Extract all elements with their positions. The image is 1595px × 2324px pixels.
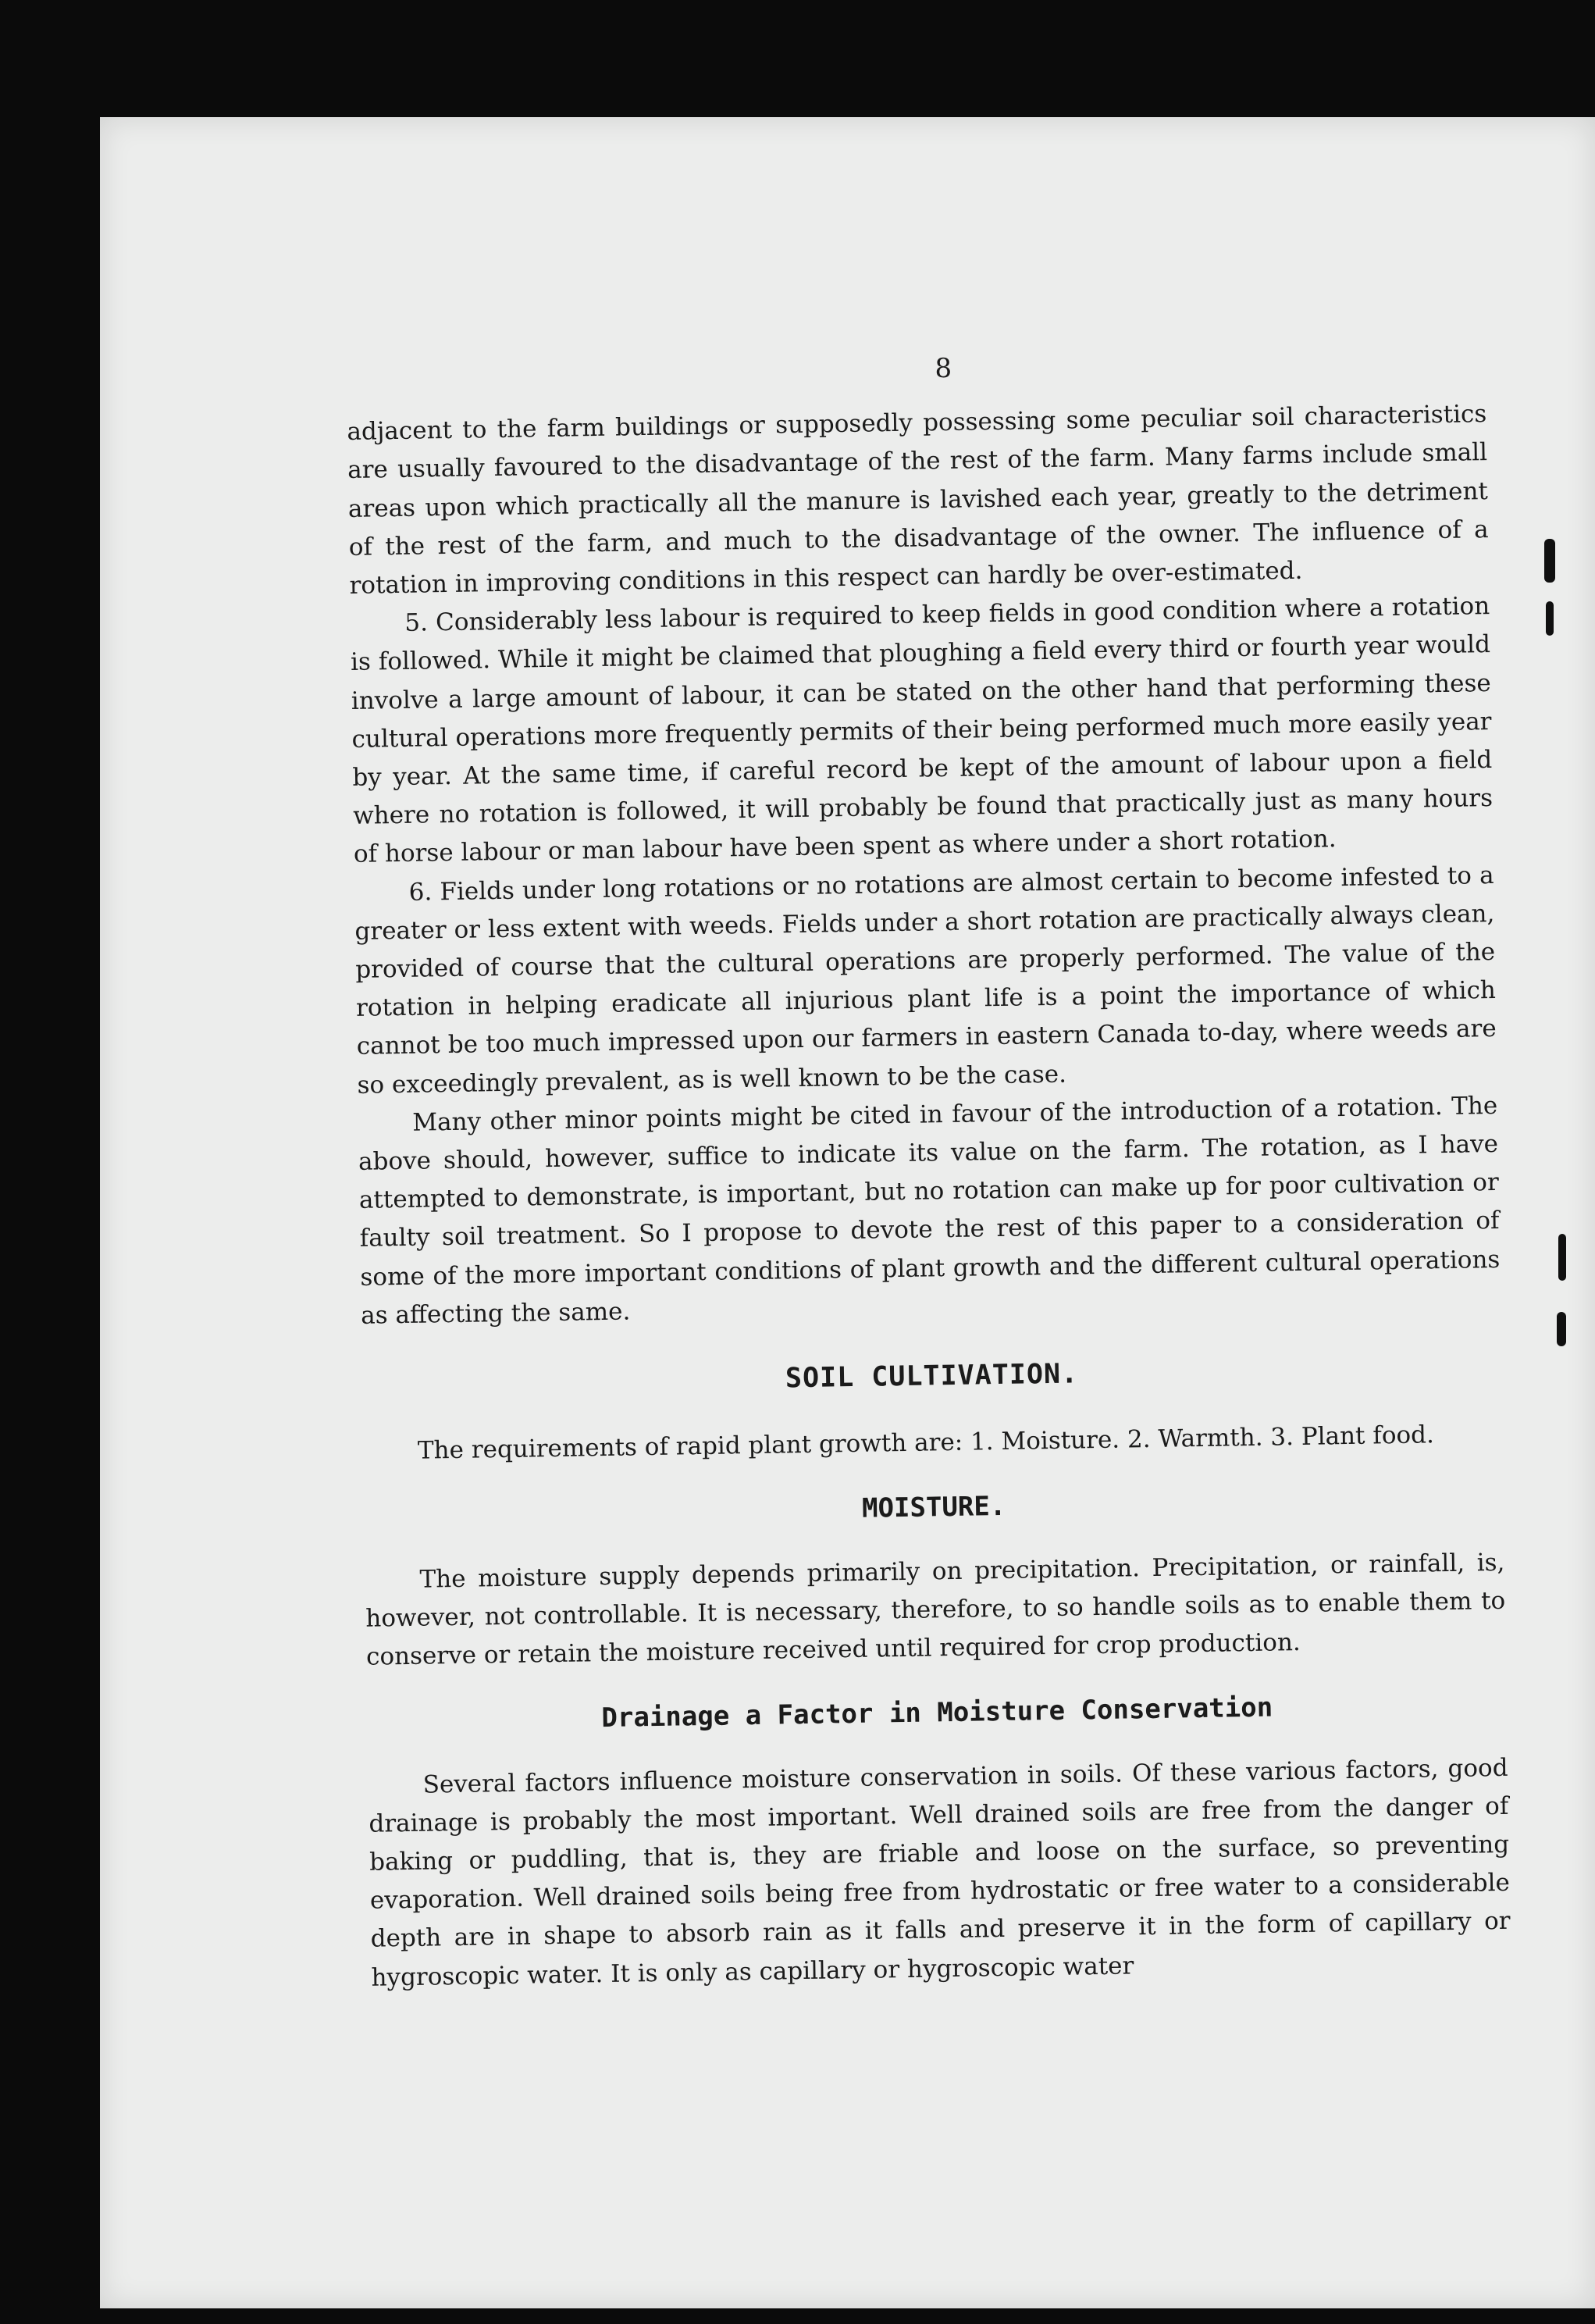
paragraph: 6. Fields under long rotations or no rotations are almost certain to become infested to a greater or less extent with weeds. Fields under a short rotation are practically always clean, provided of course that the cultural operations are properly performed. The value of the rotation in helping eradicate all injurious plant life is a point the importance of which cannot be too much impressed upon our farmers in eastern Canada to-day, where weeds are so exceedingly prevalent, as is well known to be the case. [354,861,1497,1100]
paragraph: The requirements of rapid plant growth are: 1. Moisture. 2. Warmth. 3. Plant food. [417,1420,1435,1466]
binding-mark [1544,539,1555,583]
scanned-page [100,117,1595,2308]
binding-mark [1557,1312,1566,1346]
paragraph: adjacent to the farm buildings or supposedly possessing some peculiar soil characteristics are usually favoured to the disadvantage of the rest of the farm. Many farms include small areas upon which practically all the manure is lavished each year, greatly to the detriment of the rest of the farm, and much to the disadvantage of the owner. The influence of a rotation in improving conditions in this respect can hardly be over-estimated. [347,400,1489,600]
section-heading: SOIL CULTIVATION. [785,1358,1079,1395]
binding-mark [1558,1234,1566,1281]
paragraph: Many other minor points might be cited in favour of the introduction of a rotation. The above should, however, suffice to indicate its value on the farm. The rotation, as I have attempted to demonstrate, is important, but no rotation can make up for poor cultivation or faulty soil treatment. So I propose to devote the rest of this paper to a consideration of some of the more important conditions of plant growth and the different cultural operations as affecting the same. [358,1091,1501,1330]
section-heading: MOISTURE. [861,1491,1006,1525]
paragraph: The moisture supply depends primarily on precipitation. Precipitation, or rainfall, is, however, not controllable. It is necessary, therefore, to so handle soils as to enable them to conserve or retain the moisture received until required for crop production. [365,1548,1506,1671]
paragraph: 5. Considerably less labour is required to keep fields in good condition where a rotation is followed. While it might be claimed that ploughing a field every third or fourth year would involve a large amount of labour, it can be stated on the other hand that performing these cultural operations more frequently permits of their being performed much more easily year by year. At the same time, if careful record be kept of the amount of labour upon a field where no rotation is followed, it will probably be found that practically just as many hours of horse labour or man labour have been spent as where under a short rotation. [350,592,1494,869]
binding-mark [1546,601,1554,636]
paragraph: Several factors influence moisture conservation in soils. Of these various factors, good drainage is probably the most important. Well drained soils are free from the danger of baking or puddling, that is, they are friable and loose on the surface, so preventing evaporation. Well drained soils being free from hydrostatic or free water to a considerable depth are in shape to absorb rain as it falls and preserve it in the form of capillary or hygroscopic water. It is only as capillary or hygroscopic water [368,1753,1511,1992]
page-text [346,341,1511,1997]
page-number: 8 [935,352,952,385]
subsection-heading: Drainage a Factor in Moisture Conservation [601,1691,1273,1734]
